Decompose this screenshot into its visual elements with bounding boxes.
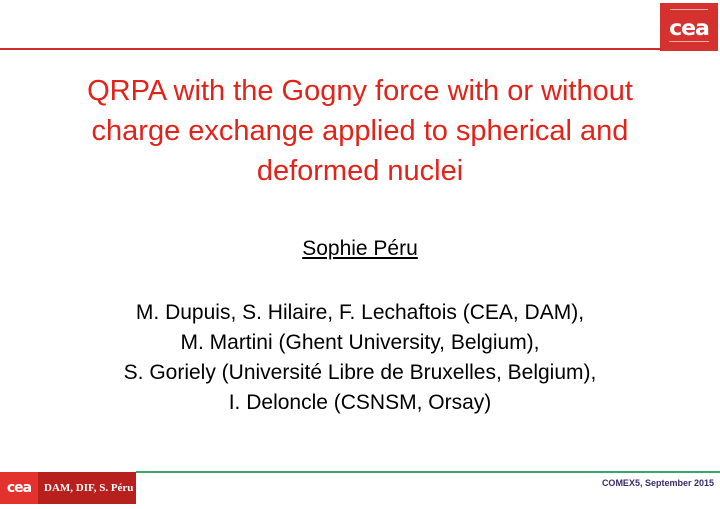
presenter-name: Sophie Péru — [302, 237, 418, 260]
header-rule — [0, 48, 662, 50]
coauthor-line-4: I. Deloncle (CSNSM, Orsay) — [228, 391, 492, 414]
coauthor-line-2: M. Martini (Ghent University, Belgium), — [180, 331, 540, 354]
logo-decor-line — [670, 9, 708, 13]
coauthor-line-3: S. Goriely (Université Libre de Bruxelles, Belgium), — [123, 361, 597, 384]
title-line-3: deformed nuclei — [256, 155, 464, 187]
title-line-2: charge exchange applied to spherical and — [91, 115, 629, 147]
slide-title — [20, 71, 700, 191]
footer-cea-logo: cea — [0, 472, 38, 504]
footer-rule — [136, 471, 720, 473]
presenter-block — [0, 236, 720, 262]
footer-logo — [0, 472, 136, 504]
footer-org-label: DAM, DIF, S. Péru — [38, 472, 136, 504]
logo-underline — [669, 41, 709, 42]
title-line-1: QRPA with the Gogny force with or without — [87, 75, 633, 107]
cea-logo-text: cea — [669, 16, 709, 40]
coauthor-line-1: M. Dupuis, S. Hilaire, F. Lechaftois (CEA, DAM), — [135, 301, 585, 324]
coauthors-block — [0, 298, 720, 418]
cea-logo — [660, 3, 718, 51]
footer-event-label: COMEX5, September 2015 — [601, 478, 714, 488]
